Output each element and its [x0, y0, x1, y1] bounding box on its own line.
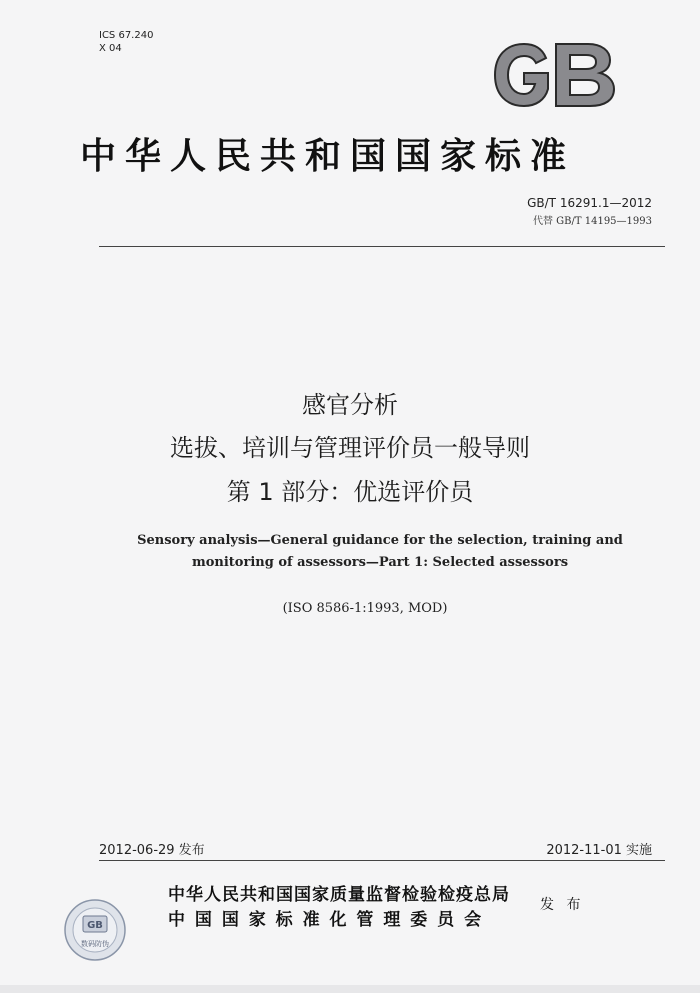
standard-number: GB/T 16291.1—2012	[527, 196, 652, 210]
en-title-line2: monitoring of assessors—Part 1: Selected assessors	[191, 555, 569, 570]
publish-label: 发 布	[540, 897, 585, 913]
cn-title-line1: 感官分析	[302, 391, 398, 419]
cn-title-line2: 选拔、培训与管理评价员一般导则	[170, 434, 530, 462]
issue-date: 2012-06-29 发布	[99, 843, 205, 858]
header-divider	[99, 246, 665, 247]
standard-type-title: 中华人民共和国国家标准	[80, 135, 576, 177]
seal-label: 数码防伪	[81, 940, 109, 948]
footer-divider	[99, 860, 665, 861]
ics-code: ICS 67.240	[99, 30, 154, 41]
iso-reference: (ISO 8586-1:1993, MOD)	[282, 601, 448, 616]
issuer-line2: 中 国 国 家 标 准 化 管 理 委 员 会	[168, 910, 484, 930]
implementation-date: 2012-11-01 实施	[546, 843, 652, 858]
classification-codes	[99, 29, 153, 55]
page-bottom-edge	[0, 985, 700, 993]
gb-logo	[490, 40, 620, 110]
cn-title-line3: 第 1 部分：优选评价员	[226, 478, 474, 506]
ccs-code: X 04	[99, 43, 122, 54]
replaces-standard: 代替 GB/T 14195—1993	[533, 216, 652, 227]
svg-text:GB: GB	[87, 920, 103, 931]
anti-counterfeit-seal-icon	[63, 898, 127, 962]
en-title-line1: Sensory analysis—General guidance for the selection, training and	[137, 533, 623, 548]
issuer-line1: 中华人民共和国国家质量监督检验检疫总局	[168, 885, 510, 905]
